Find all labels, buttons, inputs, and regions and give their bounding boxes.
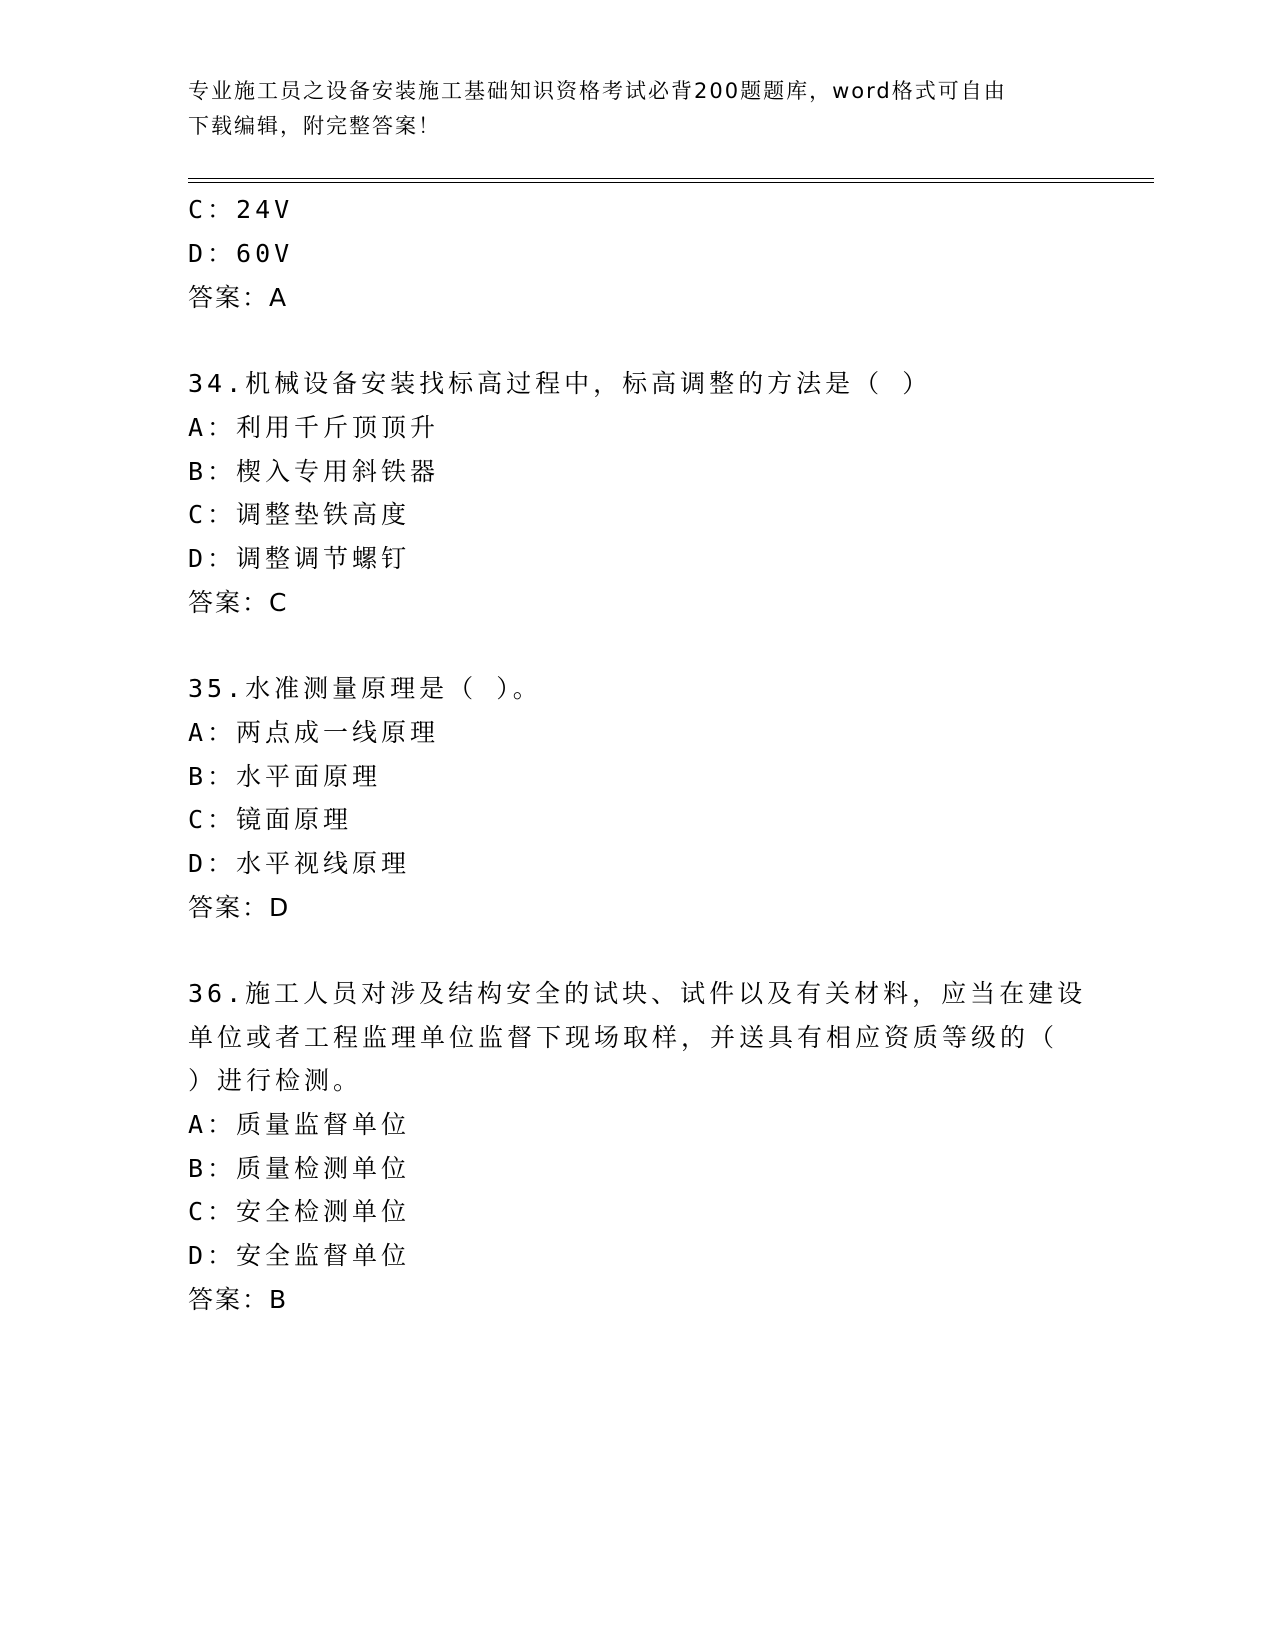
header-line-2: 下载编辑，附完整答案！ — [188, 114, 441, 138]
option-c: C：24V — [188, 195, 294, 224]
question-36-stem-line-2: 单位或者工程监理单位监督下现场取样，并送具有相应资质等级的（ — [188, 1023, 1059, 1052]
question-34-option-a: A：利用千斤顶顶升 — [188, 413, 440, 442]
question-36-option-c: C：安全检测单位 — [188, 1197, 411, 1226]
question-36-stem-line-3: ）进行检测。 — [188, 1066, 363, 1095]
header-line-1: 专业施工员之设备安装施工基础知识资格考试必背200题题库，word格式可自由 — [188, 79, 1007, 103]
header-divider-bottom — [188, 182, 1154, 183]
question-36-stem-line-1 — [188, 979, 1086, 1009]
document-header — [188, 74, 1088, 144]
question-35-option-d: D：水平视线原理 — [188, 849, 411, 878]
question-34-answer: 答案：C — [188, 588, 289, 617]
question-34-stem — [188, 369, 931, 399]
answer-line: 答案：A — [188, 283, 289, 312]
question-35-option-a: A：两点成一线原理 — [188, 718, 440, 747]
question-36-option-d: D：安全监督单位 — [188, 1241, 411, 1270]
question-number: 34. — [188, 369, 246, 398]
question-34-option-c: C：调整垫铁高度 — [188, 500, 411, 529]
header-divider-top — [188, 178, 1154, 179]
question-number: 36. — [188, 979, 246, 1008]
question-36-option-b: B：质量检测单位 — [188, 1154, 411, 1183]
question-text: 水准测量原理是（ ）。 — [245, 674, 542, 703]
question-34-option-d: D：调整调节螺钉 — [188, 544, 411, 573]
question-35-stem — [188, 674, 542, 704]
question-36-option-a: A：质量监督单位 — [188, 1110, 411, 1139]
option-d: D：60V — [188, 239, 294, 268]
question-35-option-b: B：水平面原理 — [188, 762, 382, 791]
question-number: 35. — [188, 674, 246, 703]
question-text: 施工人员对涉及结构安全的试块、试件以及有关材料，应当在建设 — [245, 979, 1087, 1008]
question-35-answer: 答案：D — [188, 893, 291, 922]
question-35-option-c: C：镜面原理 — [188, 805, 353, 834]
question-text: 机械设备安装找标高过程中，标高调整的方法是（ ） — [245, 369, 932, 398]
question-34-option-b: B：楔入专用斜铁器 — [188, 457, 440, 486]
question-36-answer: 答案：B — [188, 1285, 289, 1314]
